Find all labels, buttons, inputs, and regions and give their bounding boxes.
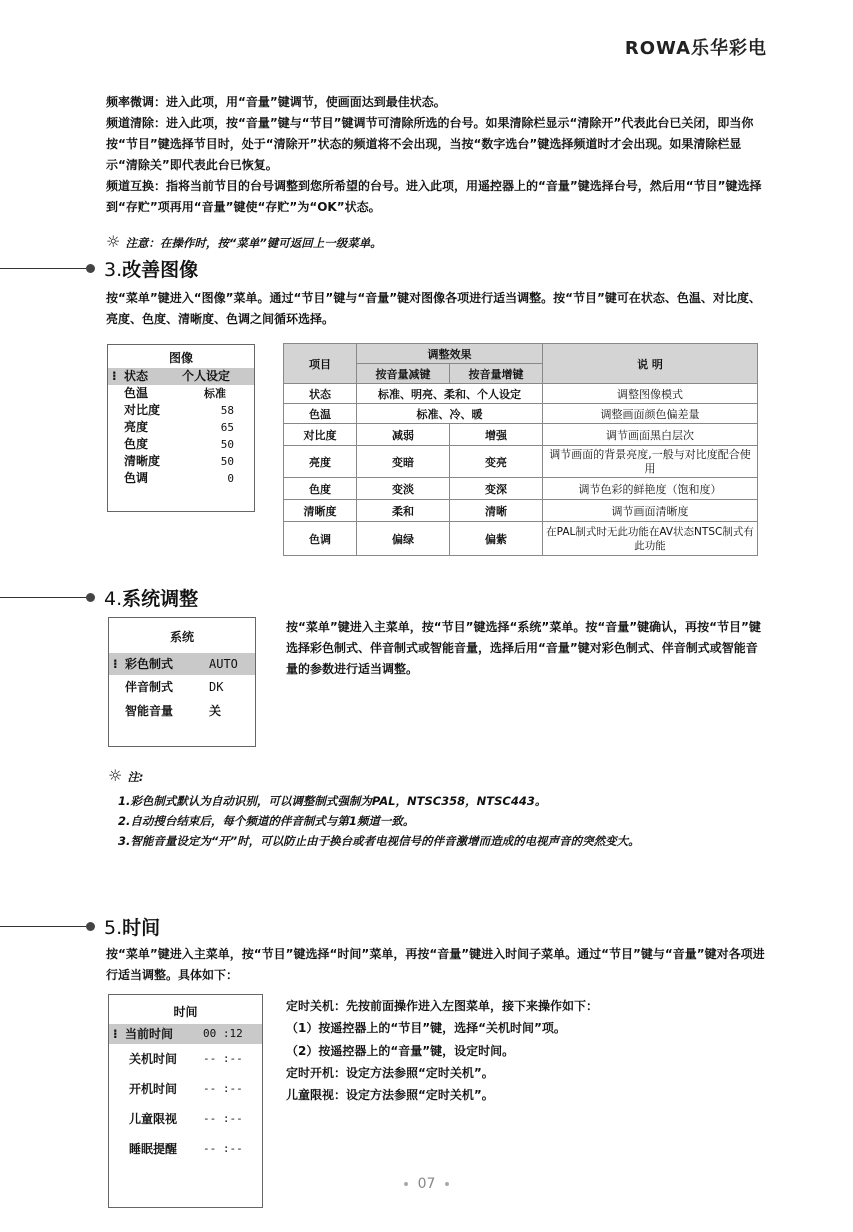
image-menu-row[interactable]: 色度 50	[124, 437, 234, 451]
pointer-icon: ⁝	[113, 657, 118, 671]
section-5-intro: 按“菜单”键进入主菜单，按“节目”键选择“时间”菜单，再按“音量”键进入时间子菜单。通过“节目”键与“音量”键对各项进行适当调整。具体如下：	[106, 947, 765, 982]
section-divider	[0, 268, 86, 269]
system-menu-row[interactable]: ⁝ 彩色制式 AUTO	[109, 653, 255, 675]
table-row: 状态 标准、明亮、柔和、个人设定 调整图像模式	[284, 384, 758, 404]
system-menu-title: 系统	[169, 630, 194, 644]
system-menu	[108, 617, 256, 747]
section-5-title: 5.时间	[104, 917, 161, 939]
time-menu-row[interactable]: 关机时间 -- :--	[129, 1052, 243, 1066]
section-bullet	[86, 264, 95, 273]
menu-return-note: ☼ 注意：在操作时，按“菜单”键可返回上一级菜单。	[106, 232, 382, 251]
image-menu	[107, 344, 255, 512]
section-3-title: 3.改善图像	[104, 259, 199, 281]
time-menu-row[interactable]: 儿童限视 -- :--	[129, 1112, 243, 1126]
image-menu-row[interactable]: ⁝ 状态 个人设定	[108, 368, 254, 385]
system-notes-head: ☼ 注:	[108, 766, 144, 785]
adjust-table	[283, 343, 758, 556]
image-menu-row[interactable]: 清晰度 50	[124, 454, 234, 468]
image-menu-title: 图像	[168, 351, 193, 365]
header-up: 按音量增键	[450, 364, 543, 384]
time-menu-title: 时间	[173, 1005, 198, 1019]
image-menu-row[interactable]: 色温 标准	[124, 386, 226, 400]
system-note-item: 3.智能音量设定为“开”时，可以防止由于换台或者电视信号的伴音激增而造成的电视声音的突然变大。	[118, 834, 640, 848]
header-item: 项目	[284, 344, 357, 384]
timer-step-1: （1）按遥控器上的“节目”键，选择“关机时间”项。	[286, 1021, 566, 1035]
pointer-icon: ⁝	[113, 1027, 118, 1041]
section-bullet	[86, 922, 95, 931]
section-bullet	[86, 593, 95, 602]
page-number: 07	[0, 1176, 853, 1192]
table-row: 色度 变淡 变深 调节色彩的鲜艳度（饱和度）	[284, 478, 758, 500]
system-menu-row[interactable]: 伴音制式 DK	[125, 680, 224, 694]
time-menu-row[interactable]: 开机时间 -- :--	[129, 1082, 243, 1096]
system-note-item: 1.彩色制式默认为自动识别，可以调整制式强制为PAL，NTSC358，NTSC443。	[118, 794, 547, 808]
timer-off-text: 定时关机：先按前面操作进入左图菜单，接下来操作如下：	[286, 999, 599, 1013]
section-4-title: 4.系统调整	[104, 588, 199, 610]
header-effect: 调整效果	[357, 344, 543, 364]
table-row: 清晰度 柔和 清晰 调节画面清晰度	[284, 500, 758, 522]
image-menu-row[interactable]: 亮度 65	[124, 420, 234, 434]
sun-icon: ☼	[108, 766, 123, 785]
table-row: 亮度 变暗 变亮 调节画面的背景亮度,一般与对比度配合使用	[284, 446, 758, 478]
section-4-intro: 按“菜单”键进入主菜单，按“节目”键选择“系统”菜单。按“音量”键确认，再按“节目”键选择彩色制式、伴音制式或智能音量，选择后用“音量”键对彩色制式、伴音制式或智能音量的参数进行适当调整。	[286, 620, 761, 676]
section-3-intro: 按“菜单”键进入“图像”菜单。通过“节目”键与“音量”键对图像各项进行适当调整。按“节目”键可在状态、色温、对比度、亮度、色度、清晰度、色调之间循环选择。	[106, 291, 761, 326]
header-desc: 说 明	[543, 344, 758, 384]
header-down: 按音量减键	[357, 364, 450, 384]
time-menu-row[interactable]: ⁝ 当前时间 00 :12	[109, 1024, 262, 1044]
channel-swap-text: 频道互换：指将当前节目的台号调整到您所希望的台号。进入此项，用遥控器上的“音量”键选择台号，然后用“节目”键选择到“存贮”项再用“音量”键使“存贮”为“OK”状态。	[106, 179, 762, 214]
pointer-icon: ⁝	[112, 369, 117, 383]
dot-icon	[445, 1182, 449, 1186]
child-limit-text: 儿童限视：设定方法参照“定时关机”。	[286, 1088, 494, 1102]
timer-on-text: 定时开机：设定方法参照“定时关机”。	[286, 1066, 494, 1080]
timer-step-2: （2）按遥控器上的“音量”键，设定时间。	[286, 1044, 515, 1058]
sun-icon: ☼	[106, 232, 121, 251]
image-menu-row[interactable]: 色调 0	[124, 471, 234, 485]
system-menu-row[interactable]: 智能音量 关	[125, 704, 222, 718]
section-divider	[0, 926, 86, 927]
table-row: 对比度 减弱 增强 调节画面黑白层次	[284, 424, 758, 446]
section-divider	[0, 597, 86, 598]
time-menu-row[interactable]: 睡眠提醒 -- :--	[129, 1142, 243, 1156]
image-menu-row[interactable]: 对比度 58	[124, 403, 234, 417]
dot-icon	[404, 1182, 408, 1186]
channel-clear-text: 频道清除：进入此项，按“音量”键与“节目”键调节可清除所选的台号。如果清除栏显示“清除开”代表此台已关闭，即当你按“节目”键选择节目时，处于“清除开”状态的频道将不会出现，当按“数字选台”键选择频道时才会出现。如果清除栏显示“清除关”即代表此台已恢复。	[106, 116, 754, 172]
fine-tune-text: 频率微调：进入此项，用“音量”键调节，使画面达到最佳状态。	[106, 95, 446, 109]
table-row: 色调 偏绿 偏紫 在PAL制式时无此功能在AV状态NTSC制式有此功能	[284, 522, 758, 556]
table-row: 色温 标准、冷、暖 调整画面颜色偏差量	[284, 404, 758, 424]
brand-logo: ROWA乐华彩电	[624, 38, 767, 59]
system-note-item: 2.自动搜台结束后，每个频道的伴音制式与第1频道一致。	[118, 814, 415, 828]
